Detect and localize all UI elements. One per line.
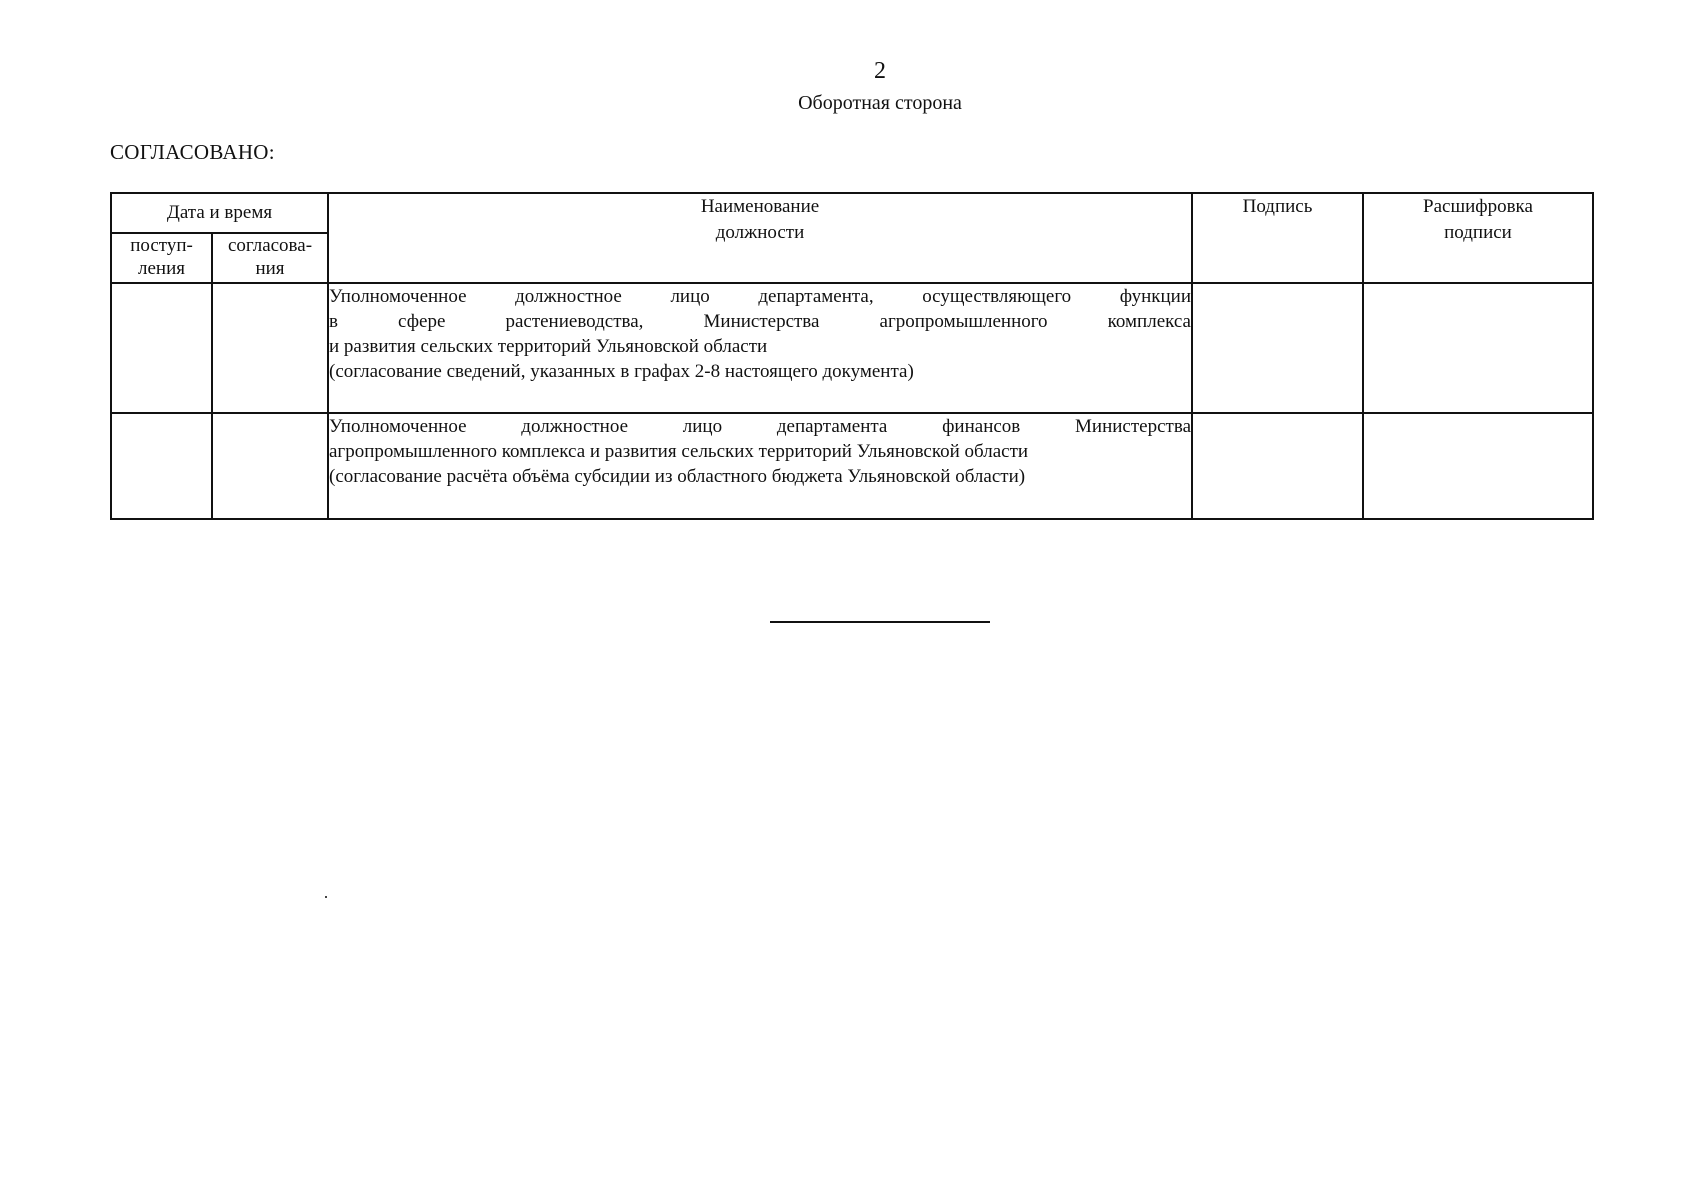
signature-cell (1192, 413, 1363, 519)
received-cell (111, 283, 212, 413)
signature-decoding-cell (1363, 413, 1593, 519)
approved-label: СОГЛАСОВАНО: (110, 140, 275, 164)
position-line: Уполномоченное должностное лицо департамента, осуществляющего функции (329, 286, 1191, 307)
position-cell (328, 283, 1192, 413)
header-approval: согласова- ния (212, 233, 328, 283)
header-date-time: Дата и время (111, 193, 328, 233)
received-cell (111, 413, 212, 519)
signature-decoding-cell (1363, 283, 1593, 413)
scan-speck (325, 896, 327, 898)
approval-table (110, 192, 1594, 520)
position-line: и развития сельских территорий Ульяновской области (329, 336, 768, 357)
page-number: 2 (874, 58, 886, 84)
header-signature-decoding: Расшифровка подписи (1363, 193, 1593, 283)
position-line: (согласование расчёта объёма субсидии из областного бюджета Ульяновской области) (329, 466, 1026, 487)
table-row (111, 413, 1593, 519)
table-row (111, 283, 1593, 413)
end-divider (770, 621, 990, 623)
position-line: (согласование сведений, указанных в графах 2-8 настоящего документа) (329, 361, 914, 382)
approval-cell (212, 283, 328, 413)
signature-cell (1192, 283, 1363, 413)
position-line: агропромышленного комплекса и развития сельских территорий Ульяновской области (329, 441, 1029, 462)
header-position-name: Наименование должности (328, 193, 1192, 283)
position-cell (328, 413, 1192, 519)
position-line: в сфере растениеводства, Министерства агропромышленного комплекса (329, 311, 1191, 332)
position-line: Уполномоченное должностное лицо департамента финансов Министерства (329, 416, 1191, 437)
approval-cell (212, 413, 328, 519)
header-received: поступ- ления (111, 233, 212, 283)
page-side-label: Оборотная сторона (798, 92, 962, 114)
header-signature: Подпись (1192, 193, 1363, 283)
